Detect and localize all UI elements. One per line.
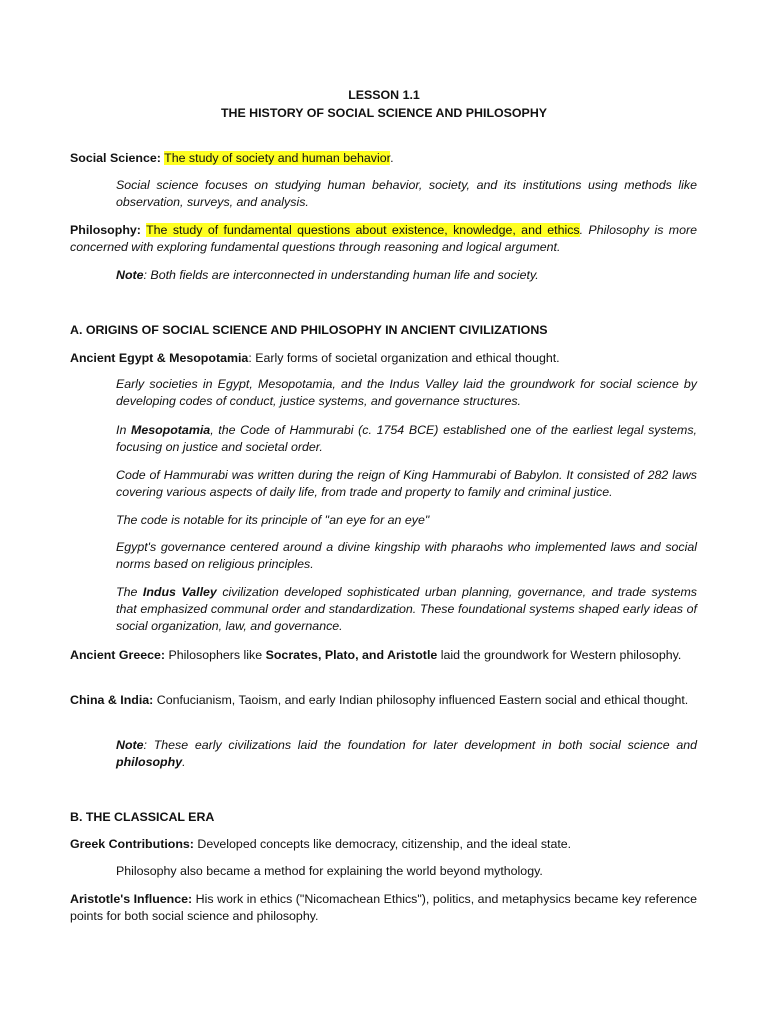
topic-label: Ancient Greece: xyxy=(70,648,166,662)
philosophers-term: Socrates, Plato, and Aristotle xyxy=(265,648,438,662)
social-science-detail: Social science focuses on studying human behavior, society, and its institutions using methods like observation, surveys, and analysis. xyxy=(116,178,697,209)
text-run: The xyxy=(116,585,143,599)
text-run: Philosophers like xyxy=(165,648,266,662)
text-run: In xyxy=(116,423,131,437)
topic-label: China & India: xyxy=(70,693,154,707)
lesson-number: LESSON 1.1 xyxy=(348,88,420,102)
note-label: Note xyxy=(116,738,144,752)
text-run: civilization developed sophisticated urban planning, governance, and trade systems that emphasized communal order and standardization. These foundational systems shaped early ideas of social organization, law, and governance. xyxy=(116,585,697,633)
eye-for-eye-paragraph: The code is notable for its principle of "an eye for an eye" xyxy=(116,513,430,527)
egypt-governance-paragraph: Egypt's governance centered around a divine kingship with pharaohs who implemented laws and social norms based on religious principles. xyxy=(116,540,697,571)
indus-valley-paragraph xyxy=(116,584,697,635)
topic-text: : Early forms of societal organization and ethical thought. xyxy=(248,351,560,365)
note-text: : Both fields are interconnected in understanding human life and society. xyxy=(143,268,539,282)
indus-valley-term: Indus Valley xyxy=(142,585,217,599)
note-paragraph xyxy=(116,267,697,284)
early-societies-paragraph: Early societies in Egypt, Mesopotamia, and the Indus Valley laid the groundwork for social science by developing codes of conduct, justice systems, and governance structures. xyxy=(116,377,697,408)
philosophy-definition xyxy=(70,222,697,256)
ancient-greece-paragraph xyxy=(70,647,697,664)
philosophy-detail: . Philosophy is more concerned with exploring fundamental questions through reasoning and logical argument. xyxy=(70,223,698,254)
text-run: , the Code of Hammurabi (c. 1754 BCE) established one of the earliest legal systems, focusing on justice and societal order. xyxy=(116,423,697,454)
topic-text: His work in ethics ("Nicomachean Ethics"), politics, and metaphysics became key reference points for both social science and philosophy. xyxy=(70,892,697,923)
section-b-heading: B. THE CLASSICAL ERA xyxy=(70,810,215,824)
china-india-paragraph xyxy=(70,692,697,709)
topic-text: Confucianism, Taoism, and early Indian philosophy influenced Eastern social and ethical thought. xyxy=(153,693,689,707)
lesson-title: THE HISTORY OF SOCIAL SCIENCE AND PHILOSOPHY xyxy=(220,106,548,120)
definition-end: . xyxy=(390,151,394,165)
philosophy-term: philosophy xyxy=(116,755,183,769)
note-text: : These early civilizations laid the foundation for later development in both social science and xyxy=(143,738,697,752)
aristotle-influence-paragraph xyxy=(70,891,697,925)
topic-text: Developed concepts like democracy, citizenship, and the ideal state. xyxy=(193,837,572,851)
term-label: Social Science: xyxy=(70,151,161,165)
highlighted-definition: The study of society and human behavior xyxy=(164,151,391,165)
mesopotamia-term: Mesopotamia xyxy=(131,423,211,437)
section-a-note xyxy=(116,737,697,771)
hammurabi-paragraph: Code of Hammurabi was written during the reign of King Hammurabi of Babylon. It consisted of 282 laws covering various aspects of daily life, from trade and property to family and criminal justice. xyxy=(116,468,697,499)
greek-contributions-paragraph xyxy=(70,836,697,853)
topic-label: Ancient Egypt & Mesopotamia xyxy=(70,351,249,365)
highlighted-definition: The study of fundamental questions about existence, knowledge, and ethics xyxy=(146,223,580,237)
term-label: Philosophy: xyxy=(70,223,141,237)
section-a-heading: A. ORIGINS OF SOCIAL SCIENCE AND PHILOSOPHY IN ANCIENT CIVILIZATIONS xyxy=(70,323,548,337)
egypt-mesopotamia-paragraph xyxy=(70,350,697,367)
topic-label: Aristotle's Influence: xyxy=(70,892,193,906)
social-science-definition xyxy=(70,150,697,167)
note-label: Note xyxy=(116,268,144,282)
philosophy-method-paragraph: Philosophy also became a method for explaining the world beyond mythology. xyxy=(116,864,543,878)
note-end: . xyxy=(182,755,186,769)
topic-label: Greek Contributions: xyxy=(70,837,194,851)
text-run: laid the groundwork for Western philosophy. xyxy=(437,648,682,662)
mesopotamia-paragraph xyxy=(116,422,697,456)
